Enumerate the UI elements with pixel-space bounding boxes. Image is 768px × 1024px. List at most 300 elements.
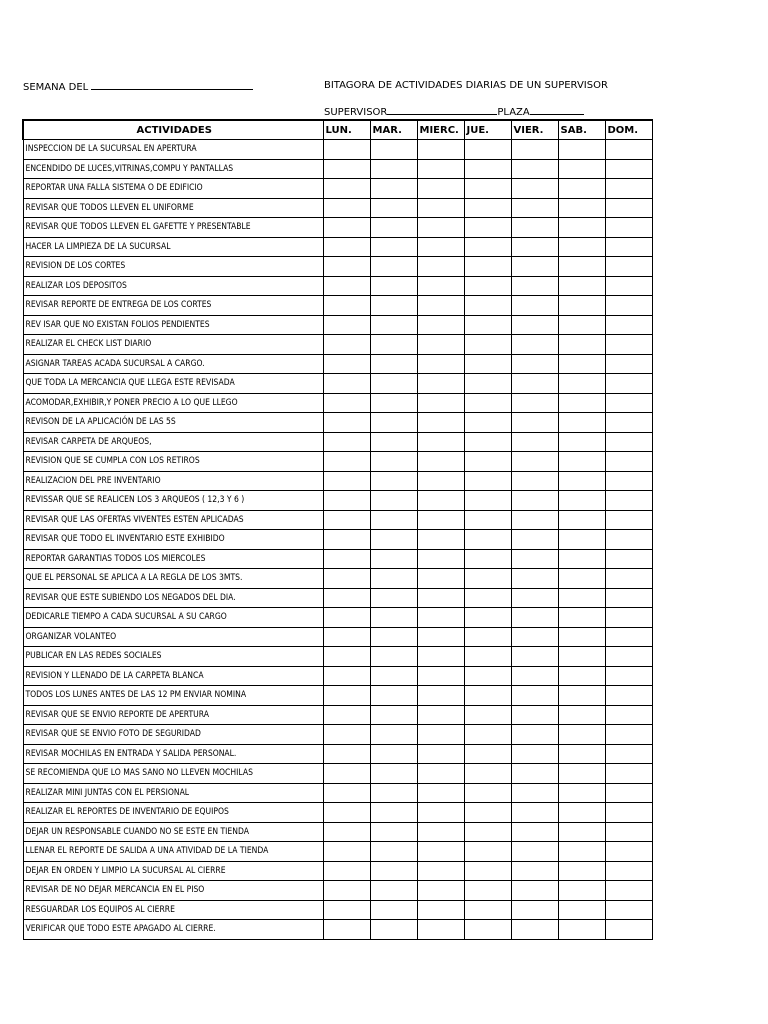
check-cell-mierc[interactable] [417, 452, 464, 472]
check-cell-sab[interactable] [558, 920, 605, 940]
check-cell-jue[interactable] [464, 686, 511, 706]
check-cell-mierc[interactable] [417, 647, 464, 667]
check-cell-vier[interactable] [511, 257, 558, 277]
check-cell-lun[interactable] [323, 315, 370, 335]
check-cell-mierc[interactable] [417, 920, 464, 940]
check-cell-jue[interactable] [464, 666, 511, 686]
col-header-actividades: ACTIVIDADES [23, 120, 323, 140]
check-cell-sab[interactable] [558, 179, 605, 199]
check-cell-lun[interactable] [323, 276, 370, 296]
check-cell-lun[interactable] [323, 335, 370, 355]
check-cell-sab[interactable] [558, 530, 605, 550]
check-cell-jue[interactable] [464, 393, 511, 413]
check-cell-lun[interactable] [323, 842, 370, 862]
check-cell-lun[interactable] [323, 608, 370, 628]
check-cell-mierc[interactable] [417, 471, 464, 491]
check-cell-mierc[interactable] [417, 354, 464, 374]
check-cell-mar[interactable] [370, 705, 417, 725]
check-cell-mar[interactable] [370, 588, 417, 608]
check-cell-mar[interactable] [370, 296, 417, 316]
check-cell-mar[interactable] [370, 374, 417, 394]
check-cell-mar[interactable] [370, 315, 417, 335]
check-cell-jue[interactable] [464, 764, 511, 784]
check-cell-vier[interactable] [511, 705, 558, 725]
check-cell-lun[interactable] [323, 569, 370, 589]
check-cell-dom[interactable] [605, 842, 652, 862]
check-cell-dom[interactable] [605, 627, 652, 647]
check-cell-lun[interactable] [323, 647, 370, 667]
check-cell-vier[interactable] [511, 179, 558, 199]
check-cell-dom[interactable] [605, 218, 652, 238]
check-cell-lun[interactable] [323, 744, 370, 764]
check-cell-mar[interactable] [370, 393, 417, 413]
check-cell-mar[interactable] [370, 471, 417, 491]
check-cell-dom[interactable] [605, 881, 652, 901]
check-cell-sab[interactable] [558, 783, 605, 803]
check-cell-dom[interactable] [605, 530, 652, 550]
check-cell-mierc[interactable] [417, 237, 464, 257]
check-cell-mar[interactable] [370, 140, 417, 160]
check-cell-jue[interactable] [464, 276, 511, 296]
check-cell-dom[interactable] [605, 374, 652, 394]
check-cell-jue[interactable] [464, 881, 511, 901]
check-cell-jue[interactable] [464, 432, 511, 452]
check-cell-mar[interactable] [370, 627, 417, 647]
check-cell-jue[interactable] [464, 413, 511, 433]
check-cell-dom[interactable] [605, 666, 652, 686]
check-cell-dom[interactable] [605, 491, 652, 511]
check-cell-mierc[interactable] [417, 510, 464, 530]
check-cell-mar[interactable] [370, 569, 417, 589]
check-cell-dom[interactable] [605, 569, 652, 589]
check-cell-vier[interactable] [511, 218, 558, 238]
check-cell-mar[interactable] [370, 276, 417, 296]
check-cell-mar[interactable] [370, 530, 417, 550]
check-cell-vier[interactable] [511, 861, 558, 881]
check-cell-jue[interactable] [464, 803, 511, 823]
check-cell-vier[interactable] [511, 647, 558, 667]
check-cell-lun[interactable] [323, 413, 370, 433]
check-cell-mierc[interactable] [417, 569, 464, 589]
check-cell-vier[interactable] [511, 725, 558, 745]
check-cell-jue[interactable] [464, 140, 511, 160]
check-cell-mar[interactable] [370, 237, 417, 257]
check-cell-dom[interactable] [605, 140, 652, 160]
check-cell-vier[interactable] [511, 510, 558, 530]
check-cell-mierc[interactable] [417, 257, 464, 277]
check-cell-sab[interactable] [558, 354, 605, 374]
check-cell-jue[interactable] [464, 861, 511, 881]
check-cell-mierc[interactable] [417, 744, 464, 764]
check-cell-jue[interactable] [464, 159, 511, 179]
check-cell-vier[interactable] [511, 783, 558, 803]
check-cell-sab[interactable] [558, 296, 605, 316]
check-cell-lun[interactable] [323, 881, 370, 901]
check-cell-vier[interactable] [511, 842, 558, 862]
check-cell-dom[interactable] [605, 335, 652, 355]
check-cell-dom[interactable] [605, 705, 652, 725]
check-cell-vier[interactable] [511, 666, 558, 686]
check-cell-vier[interactable] [511, 491, 558, 511]
check-cell-jue[interactable] [464, 198, 511, 218]
check-cell-mierc[interactable] [417, 393, 464, 413]
check-cell-vier[interactable] [511, 569, 558, 589]
check-cell-jue[interactable] [464, 588, 511, 608]
check-cell-vier[interactable] [511, 920, 558, 940]
check-cell-sab[interactable] [558, 842, 605, 862]
check-cell-dom[interactable] [605, 432, 652, 452]
check-cell-jue[interactable] [464, 510, 511, 530]
check-cell-vier[interactable] [511, 296, 558, 316]
check-cell-lun[interactable] [323, 393, 370, 413]
check-cell-lun[interactable] [323, 705, 370, 725]
check-cell-sab[interactable] [558, 452, 605, 472]
activity-name: QUE TODA LA MERCANCIA QUE LLEGA ESTE REVISADA [23, 374, 323, 394]
check-cell-vier[interactable] [511, 744, 558, 764]
check-cell-mierc[interactable] [417, 725, 464, 745]
check-cell-mierc[interactable] [417, 900, 464, 920]
check-cell-lun[interactable] [323, 198, 370, 218]
check-cell-lun[interactable] [323, 354, 370, 374]
check-cell-sab[interactable] [558, 822, 605, 842]
check-cell-dom[interactable] [605, 296, 652, 316]
check-cell-jue[interactable] [464, 900, 511, 920]
check-cell-mierc[interactable] [417, 881, 464, 901]
check-cell-mar[interactable] [370, 803, 417, 823]
check-cell-sab[interactable] [558, 764, 605, 784]
check-cell-dom[interactable] [605, 822, 652, 842]
check-cell-vier[interactable] [511, 530, 558, 550]
check-cell-vier[interactable] [511, 900, 558, 920]
check-cell-vier[interactable] [511, 276, 558, 296]
check-cell-mierc[interactable] [417, 315, 464, 335]
check-cell-dom[interactable] [605, 764, 652, 784]
check-cell-vier[interactable] [511, 432, 558, 452]
check-cell-mar[interactable] [370, 452, 417, 472]
check-cell-lun[interactable] [323, 374, 370, 394]
check-cell-sab[interactable] [558, 432, 605, 452]
check-cell-lun[interactable] [323, 666, 370, 686]
check-cell-dom[interactable] [605, 237, 652, 257]
activity-name: REALIZAR MINI JUNTAS CON EL PERSIONAL [23, 783, 323, 803]
check-cell-vier[interactable] [511, 588, 558, 608]
check-cell-vier[interactable] [511, 686, 558, 706]
check-cell-dom[interactable] [605, 900, 652, 920]
check-cell-vier[interactable] [511, 198, 558, 218]
check-cell-jue[interactable] [464, 725, 511, 745]
check-cell-mierc[interactable] [417, 686, 464, 706]
check-cell-mierc[interactable] [417, 705, 464, 725]
check-cell-sab[interactable] [558, 491, 605, 511]
check-cell-mar[interactable] [370, 666, 417, 686]
check-cell-dom[interactable] [605, 686, 652, 706]
check-cell-sab[interactable] [558, 198, 605, 218]
check-cell-sab[interactable] [558, 569, 605, 589]
check-cell-mar[interactable] [370, 218, 417, 238]
check-cell-dom[interactable] [605, 647, 652, 667]
check-cell-vier[interactable] [511, 764, 558, 784]
check-cell-sab[interactable] [558, 510, 605, 530]
table-row [23, 530, 652, 550]
check-cell-mierc[interactable] [417, 276, 464, 296]
check-cell-jue[interactable] [464, 920, 511, 940]
check-cell-sab[interactable] [558, 159, 605, 179]
check-cell-sab[interactable] [558, 647, 605, 667]
check-cell-mierc[interactable] [417, 783, 464, 803]
check-cell-dom[interactable] [605, 393, 652, 413]
check-cell-lun[interactable] [323, 725, 370, 745]
check-cell-lun[interactable] [323, 803, 370, 823]
check-cell-mierc[interactable] [417, 140, 464, 160]
check-cell-sab[interactable] [558, 725, 605, 745]
check-cell-mar[interactable] [370, 257, 417, 277]
check-cell-jue[interactable] [464, 842, 511, 862]
check-cell-mar[interactable] [370, 842, 417, 862]
check-cell-dom[interactable] [605, 452, 652, 472]
check-cell-lun[interactable] [323, 627, 370, 647]
plaza-blank-line[interactable] [530, 105, 584, 115]
check-cell-mar[interactable] [370, 686, 417, 706]
check-cell-sab[interactable] [558, 413, 605, 433]
check-cell-jue[interactable] [464, 179, 511, 199]
check-cell-vier[interactable] [511, 237, 558, 257]
table-row [23, 608, 652, 628]
check-cell-jue[interactable] [464, 296, 511, 316]
check-cell-lun[interactable] [323, 218, 370, 238]
check-cell-sab[interactable] [558, 608, 605, 628]
check-cell-sab[interactable] [558, 393, 605, 413]
activity-name: RESGUARDAR LOS EQUIPOS AL CIERRE [23, 900, 323, 920]
check-cell-mar[interactable] [370, 608, 417, 628]
check-cell-mierc[interactable] [417, 179, 464, 199]
check-cell-dom[interactable] [605, 276, 652, 296]
check-cell-vier[interactable] [511, 608, 558, 628]
check-cell-lun[interactable] [323, 764, 370, 784]
check-cell-vier[interactable] [511, 881, 558, 901]
check-cell-mar[interactable] [370, 900, 417, 920]
check-cell-mierc[interactable] [417, 608, 464, 628]
check-cell-jue[interactable] [464, 705, 511, 725]
check-cell-lun[interactable] [323, 452, 370, 472]
check-cell-dom[interactable] [605, 179, 652, 199]
check-cell-dom[interactable] [605, 744, 652, 764]
check-cell-mierc[interactable] [417, 822, 464, 842]
check-cell-mar[interactable] [370, 764, 417, 784]
check-cell-sab[interactable] [558, 471, 605, 491]
check-cell-mierc[interactable] [417, 491, 464, 511]
check-cell-sab[interactable] [558, 218, 605, 238]
check-cell-jue[interactable] [464, 354, 511, 374]
check-cell-mar[interactable] [370, 822, 417, 842]
check-cell-dom[interactable] [605, 159, 652, 179]
check-cell-vier[interactable] [511, 335, 558, 355]
check-cell-sab[interactable] [558, 861, 605, 881]
check-cell-lun[interactable] [323, 296, 370, 316]
check-cell-vier[interactable] [511, 452, 558, 472]
check-cell-sab[interactable] [558, 237, 605, 257]
check-cell-jue[interactable] [464, 744, 511, 764]
check-cell-vier[interactable] [511, 413, 558, 433]
check-cell-mar[interactable] [370, 744, 417, 764]
check-cell-jue[interactable] [464, 237, 511, 257]
check-cell-mierc[interactable] [417, 413, 464, 433]
check-cell-jue[interactable] [464, 822, 511, 842]
check-cell-jue[interactable] [464, 647, 511, 667]
check-cell-lun[interactable] [323, 861, 370, 881]
check-cell-mar[interactable] [370, 413, 417, 433]
check-cell-lun[interactable] [323, 510, 370, 530]
check-cell-dom[interactable] [605, 783, 652, 803]
check-cell-mar[interactable] [370, 354, 417, 374]
check-cell-sab[interactable] [558, 627, 605, 647]
check-cell-vier[interactable] [511, 393, 558, 413]
check-cell-mar[interactable] [370, 510, 417, 530]
check-cell-jue[interactable] [464, 218, 511, 238]
check-cell-mar[interactable] [370, 179, 417, 199]
check-cell-mierc[interactable] [417, 296, 464, 316]
check-cell-mierc[interactable] [417, 374, 464, 394]
check-cell-sab[interactable] [558, 803, 605, 823]
check-cell-vier[interactable] [511, 315, 558, 335]
check-cell-vier[interactable] [511, 159, 558, 179]
check-cell-mierc[interactable] [417, 335, 464, 355]
check-cell-lun[interactable] [323, 159, 370, 179]
check-cell-lun[interactable] [323, 530, 370, 550]
check-cell-mierc[interactable] [417, 159, 464, 179]
check-cell-jue[interactable] [464, 783, 511, 803]
check-cell-dom[interactable] [605, 315, 652, 335]
check-cell-mierc[interactable] [417, 627, 464, 647]
week-blank-line[interactable] [91, 80, 253, 90]
check-cell-lun[interactable] [323, 900, 370, 920]
check-cell-jue[interactable] [464, 452, 511, 472]
check-cell-lun[interactable] [323, 686, 370, 706]
supervisor-blank-line[interactable] [387, 105, 497, 115]
check-cell-vier[interactable] [511, 803, 558, 823]
check-cell-mierc[interactable] [417, 666, 464, 686]
check-cell-mierc[interactable] [417, 803, 464, 823]
check-cell-mar[interactable] [370, 491, 417, 511]
check-cell-vier[interactable] [511, 471, 558, 491]
check-cell-dom[interactable] [605, 803, 652, 823]
check-cell-jue[interactable] [464, 257, 511, 277]
check-cell-jue[interactable] [464, 315, 511, 335]
check-cell-lun[interactable] [323, 783, 370, 803]
table-row [23, 335, 652, 355]
check-cell-lun[interactable] [323, 140, 370, 160]
check-cell-sab[interactable] [558, 374, 605, 394]
check-cell-sab[interactable] [558, 335, 605, 355]
check-cell-sab[interactable] [558, 705, 605, 725]
check-cell-sab[interactable] [558, 881, 605, 901]
check-cell-sab[interactable] [558, 140, 605, 160]
check-cell-sab[interactable] [558, 686, 605, 706]
check-cell-mar[interactable] [370, 198, 417, 218]
check-cell-lun[interactable] [323, 822, 370, 842]
check-cell-dom[interactable] [605, 608, 652, 628]
check-cell-jue[interactable] [464, 627, 511, 647]
check-cell-mar[interactable] [370, 725, 417, 745]
check-cell-dom[interactable] [605, 354, 652, 374]
check-cell-vier[interactable] [511, 140, 558, 160]
check-cell-sab[interactable] [558, 588, 605, 608]
table-header-row [23, 120, 652, 140]
check-cell-dom[interactable] [605, 861, 652, 881]
check-cell-dom[interactable] [605, 471, 652, 491]
check-cell-dom[interactable] [605, 588, 652, 608]
check-cell-mar[interactable] [370, 647, 417, 667]
check-cell-jue[interactable] [464, 374, 511, 394]
check-cell-lun[interactable] [323, 491, 370, 511]
check-cell-mierc[interactable] [417, 432, 464, 452]
activity-name: REV ISAR QUE NO EXISTAN FOLIOS PENDIENTES [23, 315, 323, 335]
check-cell-mar[interactable] [370, 549, 417, 569]
check-cell-vier[interactable] [511, 374, 558, 394]
check-cell-jue[interactable] [464, 530, 511, 550]
check-cell-dom[interactable] [605, 725, 652, 745]
check-cell-mierc[interactable] [417, 218, 464, 238]
check-cell-mierc[interactable] [417, 764, 464, 784]
check-cell-dom[interactable] [605, 257, 652, 277]
check-cell-vier[interactable] [511, 627, 558, 647]
check-cell-sab[interactable] [558, 666, 605, 686]
check-cell-jue[interactable] [464, 569, 511, 589]
check-cell-mierc[interactable] [417, 549, 464, 569]
check-cell-vier[interactable] [511, 354, 558, 374]
check-cell-mierc[interactable] [417, 861, 464, 881]
check-cell-mar[interactable] [370, 783, 417, 803]
check-cell-sab[interactable] [558, 315, 605, 335]
activity-name: REALIZAR EL REPORTES DE INVENTARIO DE EQUIPOS [23, 803, 323, 823]
check-cell-dom[interactable] [605, 198, 652, 218]
check-cell-dom[interactable] [605, 549, 652, 569]
check-cell-jue[interactable] [464, 608, 511, 628]
check-cell-lun[interactable] [323, 257, 370, 277]
check-cell-mierc[interactable] [417, 588, 464, 608]
check-cell-vier[interactable] [511, 549, 558, 569]
check-cell-mar[interactable] [370, 159, 417, 179]
check-cell-lun[interactable] [323, 588, 370, 608]
check-cell-lun[interactable] [323, 432, 370, 452]
check-cell-jue[interactable] [464, 491, 511, 511]
check-cell-mierc[interactable] [417, 530, 464, 550]
check-cell-lun[interactable] [323, 179, 370, 199]
check-cell-jue[interactable] [464, 549, 511, 569]
check-cell-mierc[interactable] [417, 198, 464, 218]
check-cell-sab[interactable] [558, 900, 605, 920]
check-cell-sab[interactable] [558, 276, 605, 296]
check-cell-mar[interactable] [370, 861, 417, 881]
check-cell-mierc[interactable] [417, 842, 464, 862]
check-cell-jue[interactable] [464, 471, 511, 491]
check-cell-jue[interactable] [464, 335, 511, 355]
check-cell-sab[interactable] [558, 549, 605, 569]
check-cell-sab[interactable] [558, 744, 605, 764]
check-cell-lun[interactable] [323, 237, 370, 257]
check-cell-mar[interactable] [370, 432, 417, 452]
check-cell-mar[interactable] [370, 881, 417, 901]
check-cell-sab[interactable] [558, 257, 605, 277]
check-cell-lun[interactable] [323, 920, 370, 940]
check-cell-lun[interactable] [323, 549, 370, 569]
check-cell-dom[interactable] [605, 413, 652, 433]
check-cell-dom[interactable] [605, 920, 652, 940]
check-cell-dom[interactable] [605, 510, 652, 530]
check-cell-mar[interactable] [370, 920, 417, 940]
check-cell-vier[interactable] [511, 822, 558, 842]
check-cell-mar[interactable] [370, 335, 417, 355]
check-cell-lun[interactable] [323, 471, 370, 491]
